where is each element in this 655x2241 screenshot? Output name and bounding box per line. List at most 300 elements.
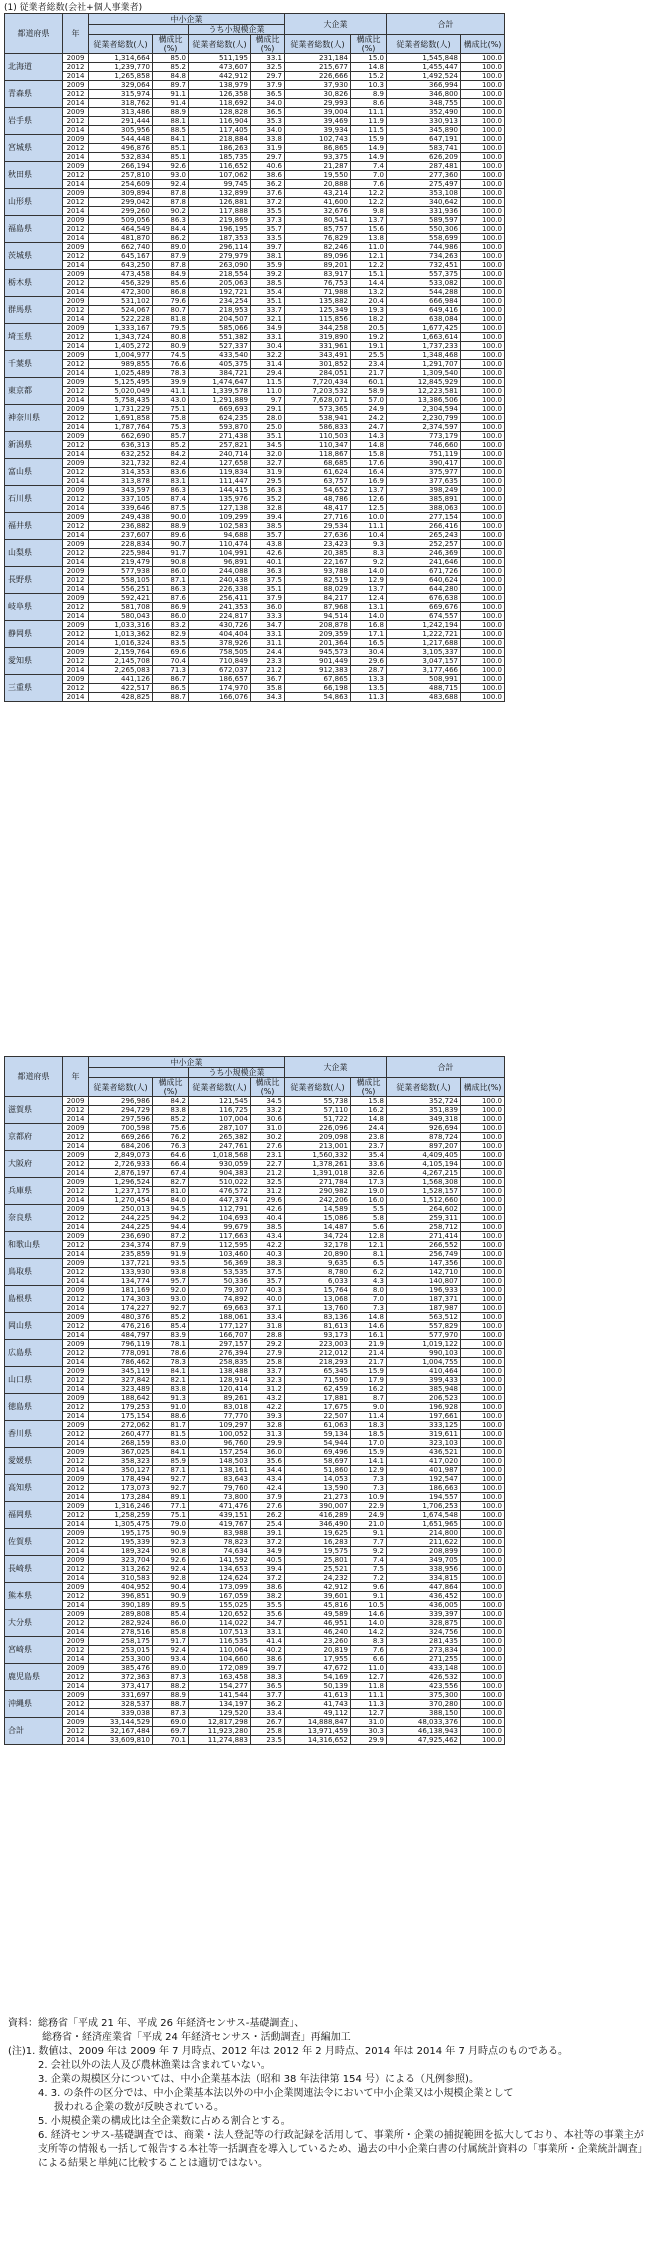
value-cell: 74,634 bbox=[189, 1547, 251, 1556]
year-cell: 2009 bbox=[63, 567, 89, 576]
value-cell: 34.0 bbox=[251, 99, 285, 108]
value-cell: 358,323 bbox=[89, 1457, 153, 1466]
value-cell: 349,318 bbox=[387, 1115, 461, 1124]
table-row bbox=[5, 405, 505, 414]
value-cell: 100.0 bbox=[461, 1610, 505, 1619]
value-cell: 107,004 bbox=[189, 1115, 251, 1124]
value-cell: 100.0 bbox=[461, 189, 505, 198]
value-cell: 7,720,434 bbox=[285, 378, 351, 387]
value-cell: 35.7 bbox=[251, 225, 285, 234]
value-cell: 100.0 bbox=[461, 1214, 505, 1223]
value-cell: 231,184 bbox=[285, 54, 351, 63]
value-cell: 5.6 bbox=[351, 1223, 387, 1232]
year-cell: 2009 bbox=[63, 1232, 89, 1241]
year-cell: 2014 bbox=[63, 585, 89, 594]
value-cell: 93,788 bbox=[285, 567, 351, 576]
value-cell: 313,262 bbox=[89, 1565, 153, 1574]
value-cell: 11.0 bbox=[351, 1664, 387, 1673]
value-cell: 187,371 bbox=[387, 1295, 461, 1304]
value-cell: 85.2 bbox=[153, 1115, 189, 1124]
value-cell: 71,988 bbox=[285, 288, 351, 297]
value-cell: 439,151 bbox=[189, 1511, 251, 1520]
table-row bbox=[5, 153, 505, 162]
table-row bbox=[5, 99, 505, 108]
value-cell: 104,991 bbox=[189, 549, 251, 558]
year-cell: 2012 bbox=[63, 1322, 89, 1331]
value-cell: 1,339,578 bbox=[189, 387, 251, 396]
table-row bbox=[5, 1718, 505, 1727]
value-cell: 12.2 bbox=[351, 198, 387, 207]
value-cell: 89.0 bbox=[153, 1664, 189, 1673]
value-cell: 89,201 bbox=[285, 261, 351, 270]
table-row bbox=[5, 1322, 505, 1331]
value-cell: 41,600 bbox=[285, 198, 351, 207]
value-cell: 88.6 bbox=[153, 1412, 189, 1421]
table-row bbox=[5, 1259, 505, 1268]
value-cell: 19.0 bbox=[351, 1187, 387, 1196]
value-cell: 11.1 bbox=[351, 108, 387, 117]
value-cell: 422,517 bbox=[89, 684, 153, 693]
value-cell: 92.3 bbox=[153, 1538, 189, 1547]
value-cell: 100.0 bbox=[461, 252, 505, 261]
value-cell: 32.8 bbox=[251, 504, 285, 513]
value-cell: 35.5 bbox=[251, 207, 285, 216]
value-cell: 21.2 bbox=[251, 666, 285, 675]
value-cell: 253,300 bbox=[89, 1655, 153, 1664]
table-row bbox=[5, 189, 505, 198]
value-cell: 31.0 bbox=[251, 1124, 285, 1133]
value-cell: 88.5 bbox=[153, 126, 189, 135]
value-cell: 93.8 bbox=[153, 1268, 189, 1277]
value-cell: 219,869 bbox=[189, 216, 251, 225]
value-cell: 11.0 bbox=[351, 243, 387, 252]
value-cell: 30.3 bbox=[351, 1727, 387, 1736]
value-cell: 390,417 bbox=[387, 459, 461, 468]
value-cell: 23.7 bbox=[351, 1142, 387, 1151]
value-cell: 258,835 bbox=[189, 1358, 251, 1367]
prefecture-cell: 熊本県 bbox=[5, 1583, 63, 1610]
value-cell: 257,810 bbox=[89, 171, 153, 180]
value-cell: 649,416 bbox=[387, 306, 461, 315]
year-cell: 2014 bbox=[63, 315, 89, 324]
value-cell: 100.0 bbox=[461, 657, 505, 666]
value-cell: 121,545 bbox=[189, 1097, 251, 1106]
value-cell: 87.4 bbox=[153, 495, 189, 504]
value-cell: 100.0 bbox=[461, 1691, 505, 1700]
value-cell: 1,651,965 bbox=[387, 1520, 461, 1529]
value-cell: 14.0 bbox=[351, 567, 387, 576]
table-row bbox=[5, 432, 505, 441]
year-cell: 2014 bbox=[63, 126, 89, 135]
prefecture-cell: 高知県 bbox=[5, 1475, 63, 1502]
value-cell: 24.2 bbox=[351, 414, 387, 423]
table-row bbox=[5, 216, 505, 225]
value-cell: 56,369 bbox=[189, 1259, 251, 1268]
value-cell: 75.1 bbox=[153, 405, 189, 414]
value-cell: 30.6 bbox=[251, 1115, 285, 1124]
value-cell: 12.1 bbox=[351, 1241, 387, 1250]
value-cell: 8,780 bbox=[285, 1268, 351, 1277]
value-cell: 404,404 bbox=[189, 630, 251, 639]
value-cell: 17.9 bbox=[351, 1376, 387, 1385]
value-cell: 104,660 bbox=[189, 1655, 251, 1664]
year-cell: 2009 bbox=[63, 108, 89, 117]
value-cell: 34.3 bbox=[251, 693, 285, 702]
value-cell: 100.0 bbox=[461, 1520, 505, 1529]
value-cell: 684,206 bbox=[89, 1142, 153, 1151]
value-cell: 39.4 bbox=[251, 513, 285, 522]
value-cell: 8.9 bbox=[351, 90, 387, 99]
table-row bbox=[5, 207, 505, 216]
value-cell: 100.0 bbox=[461, 1322, 505, 1331]
value-cell: 219,479 bbox=[89, 558, 153, 567]
value-cell: 86.0 bbox=[153, 612, 189, 621]
value-cell: 89,096 bbox=[285, 252, 351, 261]
value-cell: 100.0 bbox=[461, 90, 505, 99]
value-cell: 509,056 bbox=[89, 216, 153, 225]
value-cell: 385,476 bbox=[89, 1664, 153, 1673]
value-cell: 69,496 bbox=[285, 1448, 351, 1457]
value-cell: 100.0 bbox=[461, 261, 505, 270]
table-row bbox=[5, 252, 505, 261]
value-cell: 2,304,594 bbox=[387, 405, 461, 414]
value-cell: 215,677 bbox=[285, 63, 351, 72]
value-cell: 55,738 bbox=[285, 1097, 351, 1106]
header-total: 合計 bbox=[387, 14, 505, 35]
prefecture-cell: 宮崎県 bbox=[5, 1637, 63, 1664]
value-cell: 236,690 bbox=[89, 1232, 153, 1241]
value-cell: 15,086 bbox=[285, 1214, 351, 1223]
value-cell: 100.0 bbox=[461, 216, 505, 225]
value-cell: 86.5 bbox=[153, 684, 189, 693]
value-cell: 79,760 bbox=[189, 1484, 251, 1493]
value-cell: 40.2 bbox=[251, 1646, 285, 1655]
value-cell: 100.0 bbox=[461, 1232, 505, 1241]
value-cell: 282,924 bbox=[89, 1619, 153, 1628]
year-cell: 2014 bbox=[63, 342, 89, 351]
value-cell: 732,451 bbox=[387, 261, 461, 270]
value-cell: 100.0 bbox=[461, 1682, 505, 1691]
value-cell: 237,607 bbox=[89, 531, 153, 540]
value-cell: 700,598 bbox=[89, 1124, 153, 1133]
value-cell: 31.3 bbox=[251, 1430, 285, 1439]
value-cell: 39.7 bbox=[251, 243, 285, 252]
value-cell: 2,265,083 bbox=[89, 666, 153, 675]
value-cell: 14.2 bbox=[351, 1628, 387, 1637]
value-cell: 93.0 bbox=[153, 171, 189, 180]
value-cell: 1,004,977 bbox=[89, 351, 153, 360]
value-cell: 1,296,524 bbox=[89, 1178, 153, 1187]
value-cell: 28.8 bbox=[251, 1331, 285, 1340]
prefecture-cell: 福岡県 bbox=[5, 1502, 63, 1529]
value-cell: 32.8 bbox=[251, 1421, 285, 1430]
year-cell: 2014 bbox=[63, 1655, 89, 1664]
value-cell: 85.9 bbox=[153, 1457, 189, 1466]
value-cell: 100.0 bbox=[461, 72, 505, 81]
value-cell: 100.0 bbox=[461, 1196, 505, 1205]
value-cell: 100.0 bbox=[461, 351, 505, 360]
value-cell: 100.0 bbox=[461, 1493, 505, 1502]
value-cell: 710,849 bbox=[189, 657, 251, 666]
value-cell: 3,105,337 bbox=[387, 648, 461, 657]
value-cell: 38.5 bbox=[251, 279, 285, 288]
prefecture-cell: 岡山県 bbox=[5, 1313, 63, 1340]
value-cell: 100.0 bbox=[461, 1709, 505, 1718]
value-cell: 1,025,489 bbox=[89, 369, 153, 378]
table-row bbox=[5, 1097, 505, 1106]
value-cell: 83.0 bbox=[153, 1439, 189, 1448]
value-cell: 174,303 bbox=[89, 1295, 153, 1304]
year-cell: 2009 bbox=[63, 378, 89, 387]
value-cell: 96,760 bbox=[189, 1439, 251, 1448]
value-cell: 91.9 bbox=[153, 1250, 189, 1259]
table-row bbox=[5, 72, 505, 81]
value-cell: 1,033,316 bbox=[89, 621, 153, 630]
value-cell: 19.3 bbox=[351, 306, 387, 315]
value-cell: 33.7 bbox=[251, 1367, 285, 1376]
value-cell: 100.0 bbox=[461, 297, 505, 306]
year-cell: 2014 bbox=[63, 1142, 89, 1151]
year-cell: 2014 bbox=[63, 1709, 89, 1718]
value-cell: 6.6 bbox=[351, 1655, 387, 1664]
prefecture-cell: 兵庫県 bbox=[5, 1178, 63, 1205]
value-cell: 90.4 bbox=[153, 1583, 189, 1592]
year-cell: 2009 bbox=[63, 513, 89, 522]
value-cell: 81.8 bbox=[153, 315, 189, 324]
value-cell: 297,157 bbox=[189, 1340, 251, 1349]
value-cell: 100.0 bbox=[461, 432, 505, 441]
value-cell: 100.0 bbox=[461, 576, 505, 585]
value-cell: 1,343,724 bbox=[89, 333, 153, 342]
value-cell: 1,455,447 bbox=[387, 63, 461, 72]
prefecture-cell: 栃木県 bbox=[5, 270, 63, 297]
value-cell: 128,914 bbox=[189, 1376, 251, 1385]
value-cell: 206,523 bbox=[387, 1394, 461, 1403]
value-cell: 4,105,194 bbox=[387, 1160, 461, 1169]
value-cell: 100.0 bbox=[461, 477, 505, 486]
value-cell: 94.4 bbox=[153, 1223, 189, 1232]
year-cell: 2009 bbox=[63, 135, 89, 144]
value-cell: 127,138 bbox=[189, 504, 251, 513]
value-cell: 75.8 bbox=[153, 414, 189, 423]
value-cell: 390,007 bbox=[285, 1502, 351, 1511]
value-cell: 19.1 bbox=[351, 342, 387, 351]
table-row bbox=[5, 1358, 505, 1367]
value-cell: 100.0 bbox=[461, 162, 505, 171]
table-row bbox=[5, 675, 505, 684]
value-cell: 32.2 bbox=[251, 351, 285, 360]
table-row bbox=[5, 378, 505, 387]
footnote: 5. 小規模企業の構成比は全企業数に占める割合とする。 bbox=[38, 2116, 291, 2127]
value-cell: 109,299 bbox=[189, 513, 251, 522]
table-row bbox=[5, 1106, 505, 1115]
table-row bbox=[5, 360, 505, 369]
value-cell: 21,287 bbox=[285, 162, 351, 171]
year-cell: 2012 bbox=[63, 1295, 89, 1304]
year-cell: 2009 bbox=[63, 1637, 89, 1646]
value-cell: 16.1 bbox=[351, 1331, 387, 1340]
table-row bbox=[5, 1331, 505, 1340]
value-cell: 7.6 bbox=[351, 180, 387, 189]
prefecture-cell: 愛媛県 bbox=[5, 1448, 63, 1475]
value-cell: 1,787,764 bbox=[89, 423, 153, 432]
value-cell: 78.1 bbox=[153, 1340, 189, 1349]
value-cell: 100.0 bbox=[461, 342, 505, 351]
value-cell: 299,042 bbox=[89, 198, 153, 207]
value-cell: 33.4 bbox=[251, 1313, 285, 1322]
value-cell: 84.9 bbox=[153, 270, 189, 279]
value-cell: 2,145,708 bbox=[89, 657, 153, 666]
value-cell: 557,375 bbox=[387, 270, 461, 279]
table-row bbox=[5, 1538, 505, 1547]
value-cell: 3,177,466 bbox=[387, 666, 461, 675]
value-cell: 39.2 bbox=[251, 270, 285, 279]
value-cell: 11,923,280 bbox=[189, 1727, 251, 1736]
value-cell: 114,022 bbox=[189, 1619, 251, 1628]
value-cell: 100.0 bbox=[461, 414, 505, 423]
value-cell: 441,126 bbox=[89, 675, 153, 684]
value-cell: 290,982 bbox=[285, 1187, 351, 1196]
value-cell: 167,059 bbox=[189, 1592, 251, 1601]
year-cell: 2014 bbox=[63, 1412, 89, 1421]
value-cell: 54,944 bbox=[285, 1439, 351, 1448]
value-cell: 339,038 bbox=[89, 1709, 153, 1718]
value-cell: 7.3 bbox=[351, 1484, 387, 1493]
year-cell: 2014 bbox=[63, 1439, 89, 1448]
table-row bbox=[5, 1214, 505, 1223]
year-cell: 2009 bbox=[63, 1529, 89, 1538]
value-cell: 38.3 bbox=[251, 1673, 285, 1682]
value-cell: 90.9 bbox=[153, 1529, 189, 1538]
value-cell: 91.0 bbox=[153, 1403, 189, 1412]
value-cell: 18.3 bbox=[351, 1421, 387, 1430]
employees-table-part2 bbox=[4, 1056, 505, 1745]
value-cell: 174,227 bbox=[89, 1304, 153, 1313]
value-cell: 1,492,524 bbox=[387, 72, 461, 81]
employees-table-part1 bbox=[4, 13, 505, 702]
value-cell: 29.7 bbox=[251, 153, 285, 162]
value-cell: 388,150 bbox=[387, 1709, 461, 1718]
value-cell: 65,345 bbox=[285, 1367, 351, 1376]
value-cell: 32,676 bbox=[285, 207, 351, 216]
value-cell: 87.2 bbox=[153, 1232, 189, 1241]
value-cell: 42.2 bbox=[251, 1241, 285, 1250]
value-cell: 367,025 bbox=[89, 1448, 153, 1457]
value-cell: 83.1 bbox=[153, 477, 189, 486]
value-cell: 592,421 bbox=[89, 594, 153, 603]
table-row bbox=[5, 693, 505, 702]
value-cell: 100.0 bbox=[461, 1250, 505, 1259]
value-cell: 669,693 bbox=[189, 405, 251, 414]
value-cell: 54,652 bbox=[285, 486, 351, 495]
value-cell: 100.0 bbox=[461, 1187, 505, 1196]
value-cell: 100.0 bbox=[461, 1565, 505, 1574]
value-cell: 508,991 bbox=[387, 675, 461, 684]
value-cell: 1,391,018 bbox=[285, 1169, 351, 1178]
value-cell: 116,535 bbox=[189, 1637, 251, 1646]
value-cell: 676,638 bbox=[387, 594, 461, 603]
value-cell: 340,642 bbox=[387, 198, 461, 207]
value-cell: 59,134 bbox=[285, 1430, 351, 1439]
year-cell: 2012 bbox=[63, 1133, 89, 1142]
value-cell: 195,339 bbox=[89, 1538, 153, 1547]
value-cell: 746,660 bbox=[387, 441, 461, 450]
value-cell: 2,726,933 bbox=[89, 1160, 153, 1169]
value-cell: 36.7 bbox=[251, 675, 285, 684]
value-cell: 100.0 bbox=[461, 1124, 505, 1133]
year-cell: 2012 bbox=[63, 360, 89, 369]
year-cell: 2012 bbox=[63, 1484, 89, 1493]
value-cell: 20,819 bbox=[285, 1646, 351, 1655]
value-cell: 323,704 bbox=[89, 1556, 153, 1565]
value-cell: 1,270,454 bbox=[89, 1196, 153, 1205]
value-cell: 31.2 bbox=[251, 1385, 285, 1394]
value-cell: 48,786 bbox=[285, 495, 351, 504]
value-cell: 87.8 bbox=[153, 198, 189, 207]
value-cell: 83.2 bbox=[153, 621, 189, 630]
year-cell: 2012 bbox=[63, 1187, 89, 1196]
value-cell: 48,033,376 bbox=[387, 1718, 461, 1727]
table-row bbox=[5, 603, 505, 612]
prefecture-cell: 三重県 bbox=[5, 675, 63, 702]
value-cell: 16.8 bbox=[351, 621, 387, 630]
year-cell: 2009 bbox=[63, 1124, 89, 1133]
table-row bbox=[5, 612, 505, 621]
value-cell: 92.0 bbox=[153, 1286, 189, 1295]
table-row bbox=[5, 126, 505, 135]
table-row bbox=[5, 1295, 505, 1304]
value-cell: 2,159,764 bbox=[89, 648, 153, 657]
year-cell: 2012 bbox=[63, 198, 89, 207]
value-cell: 29.5 bbox=[251, 477, 285, 486]
value-cell: 181,169 bbox=[89, 1286, 153, 1295]
value-cell: 91.7 bbox=[153, 1637, 189, 1646]
value-cell: 37.9 bbox=[251, 1493, 285, 1502]
value-cell: 100.0 bbox=[461, 54, 505, 63]
value-cell: 38.6 bbox=[251, 1583, 285, 1592]
table-row bbox=[5, 1385, 505, 1394]
value-cell: 309,894 bbox=[89, 189, 153, 198]
value-cell: 1,004,755 bbox=[387, 1358, 461, 1367]
value-cell: 43.8 bbox=[251, 540, 285, 549]
value-cell: 62,459 bbox=[285, 1385, 351, 1394]
value-cell: 8.0 bbox=[351, 1286, 387, 1295]
value-cell: 14,053 bbox=[285, 1475, 351, 1484]
prefecture-cell: 香川県 bbox=[5, 1421, 63, 1448]
table-row bbox=[5, 117, 505, 126]
value-cell: 624,235 bbox=[189, 414, 251, 423]
value-cell: 43.4 bbox=[251, 1475, 285, 1484]
value-cell: 100.0 bbox=[461, 1529, 505, 1538]
value-cell: 15.8 bbox=[351, 450, 387, 459]
header-ratio: 構成比(%) bbox=[251, 1078, 285, 1097]
prefecture-cell: 長崎県 bbox=[5, 1556, 63, 1583]
header-ratio: 構成比(%) bbox=[461, 1078, 505, 1097]
value-cell: 103,460 bbox=[189, 1250, 251, 1259]
year-cell: 2014 bbox=[63, 234, 89, 243]
value-cell: 12.5 bbox=[351, 504, 387, 513]
value-cell: 2,876,197 bbox=[89, 1169, 153, 1178]
value-cell: 85,757 bbox=[285, 225, 351, 234]
table-row bbox=[5, 1475, 505, 1484]
year-cell: 2014 bbox=[63, 1385, 89, 1394]
value-cell: 76.3 bbox=[153, 1142, 189, 1151]
value-cell: 85.8 bbox=[153, 1628, 189, 1637]
value-cell: 157,254 bbox=[189, 1448, 251, 1457]
value-cell: 401,987 bbox=[387, 1466, 461, 1475]
value-cell: 51,722 bbox=[285, 1115, 351, 1124]
value-cell: 192,721 bbox=[189, 288, 251, 297]
